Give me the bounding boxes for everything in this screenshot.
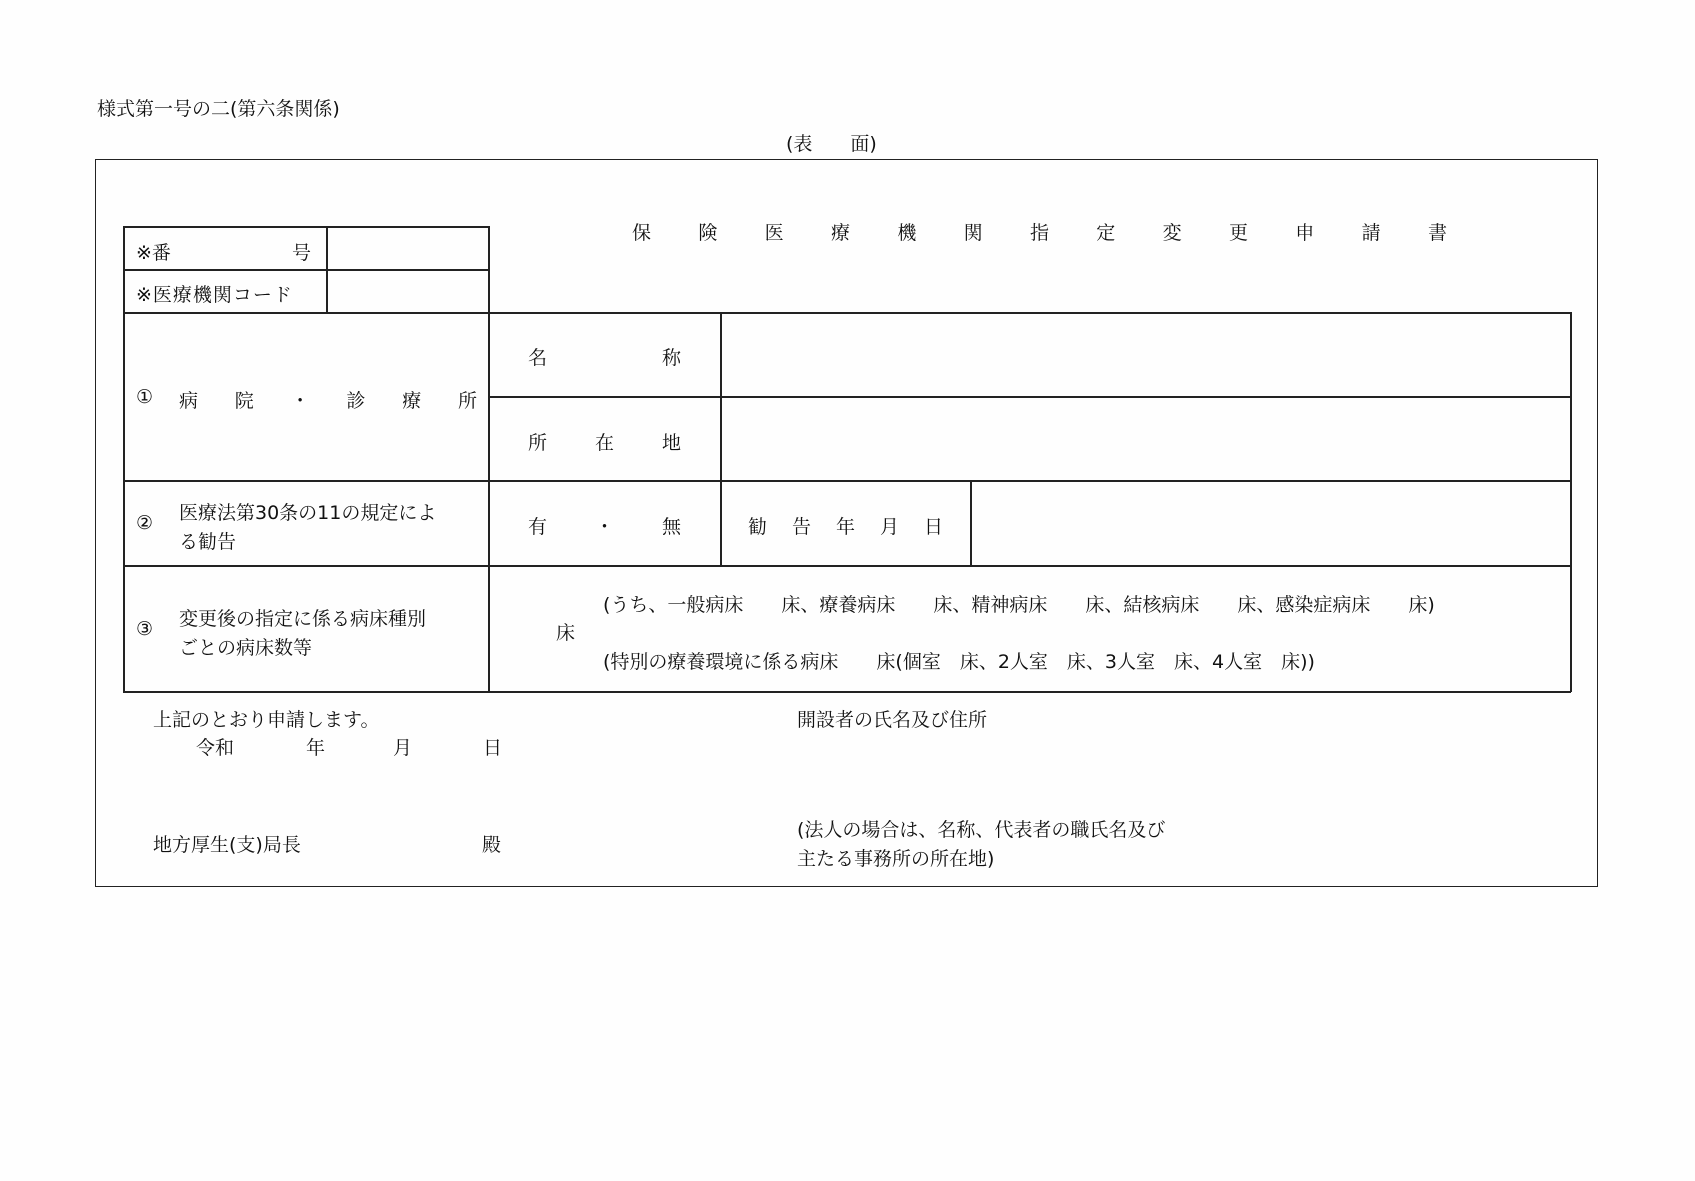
- bed-breakdown-line2: (特別の療養環境に係る病床 床(個室 床、2人室 床、3人室 床、4人室 床)): [603, 651, 1315, 673]
- total-bed-unit: 床: [556, 622, 576, 644]
- recommendation-date-label: 勧 告 年 月 日: [748, 516, 943, 538]
- apply-statement: 上記のとおり申請します。: [153, 709, 380, 731]
- applicant-label: 開設者の氏名及び住所: [797, 709, 988, 731]
- grid-line: [123, 226, 489, 228]
- form-title: 保 険 医 療 機 関 指 定 変 更 申 請 書: [632, 222, 1447, 244]
- month-label: 月: [393, 737, 413, 759]
- section1-marker: ①: [136, 386, 154, 408]
- grid-line: [123, 480, 1571, 482]
- address-label: 所 在 地: [528, 432, 681, 454]
- grid-line: [123, 312, 1571, 314]
- recommendation-date-field[interactable]: [974, 484, 1566, 562]
- code-label: ※医療機関コード: [136, 284, 293, 306]
- section3-label-line2: ごとの病床数等: [179, 637, 313, 659]
- form-number: 様式第一号の二(第六条関係): [97, 98, 340, 120]
- day-label: 日: [483, 737, 503, 759]
- number-label: ※番 号: [136, 242, 311, 264]
- name-label: 名 称: [528, 347, 681, 369]
- grid-line: [123, 565, 1571, 567]
- name-field[interactable]: [724, 316, 1566, 394]
- grid-line: [123, 269, 489, 271]
- code-field[interactable]: [330, 272, 485, 310]
- grid-line: [123, 691, 1571, 693]
- side-label: (表 面): [786, 133, 877, 155]
- section2-label-line2: る勧告: [179, 531, 237, 553]
- section2-label-line1: 医療法第30条の11の規定によ: [179, 502, 437, 524]
- recommendation-choice[interactable]: 有 ・ 無: [528, 516, 681, 538]
- era-label: 令和: [196, 737, 235, 759]
- grid-line: [488, 226, 490, 692]
- address-field[interactable]: [724, 400, 1566, 478]
- addressee: 地方厚生(支)局長: [153, 834, 301, 856]
- section1-label: 病 院 ・ 診 療 所: [179, 390, 477, 412]
- grid-line: [326, 226, 328, 312]
- bed-breakdown-line1: (うち、一般病床 床、療養病床 床、精神病床 床、結核病床 床、感染症病床 床): [603, 594, 1435, 616]
- grid-line: [720, 312, 722, 565]
- section3-label-line1: 変更後の指定に係る病床種別: [179, 608, 427, 630]
- corporate-note-line1: (法人の場合は、名称、代表者の職氏名及び: [797, 819, 1166, 841]
- section2-marker: ②: [136, 512, 154, 534]
- honorific: 殿: [482, 834, 502, 856]
- grid-line: [123, 226, 125, 692]
- grid-line: [1570, 312, 1572, 692]
- number-field[interactable]: [330, 230, 485, 268]
- grid-line: [488, 396, 1571, 398]
- grid-line: [970, 480, 972, 565]
- year-label: 年: [306, 737, 326, 759]
- corporate-note-line2: 主たる事務所の所在地): [797, 848, 995, 870]
- section3-marker: ③: [136, 618, 154, 640]
